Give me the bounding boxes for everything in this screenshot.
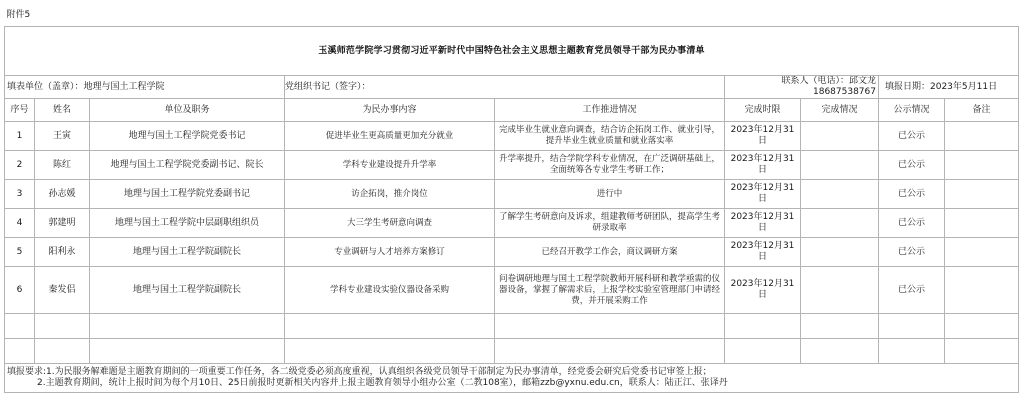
name-cell: 孙志媛	[35, 180, 90, 209]
empty-row	[5, 314, 1019, 339]
page-title: 玉溪师范学院学习贯彻习近平新时代中国特色社会主义思想主题教育党员领导干部为民办事清单	[5, 27, 1019, 76]
table-row	[5, 180, 1019, 209]
status-cell	[801, 238, 879, 267]
publicity-cell: 已公示	[879, 151, 945, 180]
table-row	[5, 209, 1019, 238]
content-cell: 大三学生考研意向调查	[285, 209, 495, 238]
table-row	[5, 267, 1019, 314]
footnote-line-1: 填报要求:1.为民服务解难题是主题教育期间的一项重要工作任务，各二级党委必须高度重视，认真组织各级党员领导干部制定为民办事清单，经党委会研究后党委书记审签上报；	[7, 367, 712, 377]
row-number: 4	[5, 209, 35, 238]
column-header: 备注	[945, 99, 1019, 122]
unit-label: 填表单位（盖章）：地理与国土工程学院	[5, 76, 285, 99]
content-cell: 访企拓岗，推介岗位	[285, 180, 495, 209]
column-header: 单位及职务	[90, 99, 285, 122]
footnote-row	[5, 364, 1019, 393]
column-header: 完成时限	[725, 99, 801, 122]
footnote-line-2: 2.主题教育期间，统计上报时间为每个月10日、25日前报时更新相关内容并上报主题教育领导小组办公室（二教108室），邮箱zzb@yxnu.edu.cn，联系人：陆正江、张译丹	[37, 378, 728, 388]
table-row	[5, 151, 1019, 180]
content-cell: 专业调研与人才培养方案修订	[285, 238, 495, 267]
progress-cell: 问卷调研地理与国土工程学院教师开展科研和教学亟需的仪器设备，掌握了解需求后，上报学校实验室管理部门申请经费，并开展采购工作	[495, 267, 725, 314]
secretary-label: 党组织书记（签字）：	[285, 76, 725, 99]
date-label: 填报日期：2023年5月11日	[879, 76, 1019, 99]
status-cell	[801, 151, 879, 180]
content-cell: 促进毕业生更高质量更加充分就业	[285, 122, 495, 151]
deadline-cell: 2023年12月31日	[725, 180, 801, 209]
deadline-cell: 2023年12月31日	[725, 267, 801, 314]
publicity-cell: 已公示	[879, 209, 945, 238]
remark-cell	[945, 238, 1019, 267]
deadline-cell: 2023年12月31日	[725, 151, 801, 180]
position-cell: 地理与国土工程学院党委书记	[90, 122, 285, 151]
name-cell: 秦发侣	[35, 267, 90, 314]
position-cell: 地理与国土工程学院党委副书记、院长	[90, 151, 285, 180]
name-cell: 郭建明	[35, 209, 90, 238]
column-header: 工作推进情况	[495, 99, 725, 122]
column-header: 为民办事内容	[285, 99, 495, 122]
content-cell: 学科专业建设提升升学率	[285, 151, 495, 180]
deadline-cell: 2023年12月31日	[725, 238, 801, 267]
empty-row	[5, 339, 1019, 364]
row-number: 5	[5, 238, 35, 267]
name-cell: 阳利永	[35, 238, 90, 267]
position-cell: 地理与国土工程学院中层副职组织员	[90, 209, 285, 238]
name-cell: 陈红	[35, 151, 90, 180]
status-cell	[801, 180, 879, 209]
deadline-cell: 2023年12月31日	[725, 122, 801, 151]
column-header: 公示情况	[879, 99, 945, 122]
row-number: 2	[5, 151, 35, 180]
table-row	[5, 122, 1019, 151]
position-cell: 地理与国土工程学院党委副书记	[90, 180, 285, 209]
position-cell: 地理与国土工程学院副院长	[90, 238, 285, 267]
row-number: 1	[5, 122, 35, 151]
progress-cell: 升学率提升，结合学院学科专业情况，在广泛调研基础上，全面统筹各专业学生考研工作；	[495, 151, 725, 180]
table-row	[5, 238, 1019, 267]
remark-cell	[945, 267, 1019, 314]
content-cell: 学科专业建设实验仪器设备采购	[285, 267, 495, 314]
contact-label: 联系人（电话）：邱文龙 18687538767	[725, 76, 879, 99]
publicity-cell: 已公示	[879, 122, 945, 151]
name-cell: 王寅	[35, 122, 90, 151]
remark-cell	[945, 209, 1019, 238]
attachment-label: 附件5	[6, 9, 31, 20]
progress-cell: 进行中	[495, 180, 725, 209]
duty-list-table	[4, 4, 1019, 393]
remark-cell	[945, 151, 1019, 180]
position-cell: 地理与国土工程学院副院长	[90, 267, 285, 314]
attachment-row	[5, 4, 1019, 27]
progress-cell: 完成毕业生就业意向调查，结合访企拓岗工作、就业引导，提升毕业生就业质量和就业落实率	[495, 122, 725, 151]
publicity-cell: 已公示	[879, 267, 945, 314]
progress-cell: 已经召开教学工作会，商议调研方案	[495, 238, 725, 267]
column-header: 序号	[5, 99, 35, 122]
header-row	[5, 99, 1019, 122]
status-cell	[801, 267, 879, 314]
status-cell	[801, 209, 879, 238]
progress-cell: 了解学生考研意向及诉求，组建教师考研团队，提高学生考研录取率	[495, 209, 725, 238]
worksheet	[4, 4, 1018, 405]
deadline-cell: 2023年12月31日	[725, 209, 801, 238]
remark-cell	[945, 180, 1019, 209]
publicity-cell: 已公示	[879, 180, 945, 209]
row-number: 3	[5, 180, 35, 209]
publicity-cell: 已公示	[879, 238, 945, 267]
column-header: 姓名	[35, 99, 90, 122]
remark-cell	[945, 122, 1019, 151]
status-cell	[801, 122, 879, 151]
footnote	[5, 364, 1019, 393]
column-header: 完成情况	[801, 99, 879, 122]
title-row	[5, 27, 1019, 76]
row-number: 6	[5, 267, 35, 314]
info-row	[5, 76, 1019, 99]
